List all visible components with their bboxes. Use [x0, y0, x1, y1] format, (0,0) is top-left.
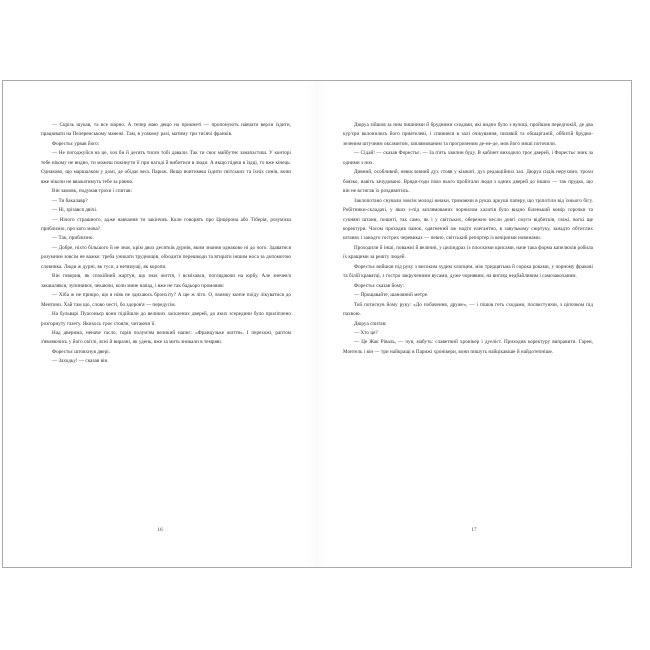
paragraph: — Добре, ніхто більшого й не знає, крім двох десятків дурнів, яким знання однаково ні до чого. Здаватися розумним зовсім не важко: треба уникати труднощів, обходити перешкоди та втирати іншим носа за допомогою словника. Люди ж дурні, як гуси, а нетямущі, як коропи. [41, 244, 291, 270]
paragraph: — Ти бакалавр? [52, 197, 88, 204]
paragraph: Він замовк, подумав трохи і спитав: [52, 188, 132, 195]
left-page-text-body [41, 121, 291, 367]
paragraph: Дивний, особливий, невисловний дух стояв у кімнаті, дух редакційних зал. Дюруа сидів нерухомо, трохи боязко, навіть зачудовано. Вряди-годи повз нього пробігали люди з одних дверей до інших — так прудко, що він не встигав їх роздивитись. [343, 169, 593, 195]
paragraph: — Заходьу! — сказав він. [52, 358, 109, 365]
paragraph: Форестьє урвав його: [52, 140, 100, 147]
paragraph: Він говорив, як спокійний жартун, що знає життя, і всміхався, поглядаючи на юрбу. Але знечев'я закашлявся, зупинився, чекаючи, коли мине напад, і вже не так бадьоро промовив: [41, 273, 291, 289]
book-page-left [3, 81, 317, 567]
book-page-right [317, 81, 631, 567]
paragraph: Дюруа зійшов за ним пишними й брудними сходами, які видно було з вулиці, пройшов передпокій, де два кур'єри вклонились його приятелеві, і спинився в залі очікування, пилявій та обшарганій, оббитій брудно-зеленим штучним оксамитом, заплямованим та прогризеним де-не-де, мов його миші поточили. [343, 122, 593, 147]
paragraph: — Прощавайте, шановний метре. [354, 292, 429, 299]
paragraph: Над дверима, неначе гасло, горів полум'ям великий напис: «Французьке життя». І перехожі, раптом з'являючись у його світлі, ясні й виразні, як удень, вже за мить зникали в темряві. [41, 329, 291, 346]
paragraph: — Це Жак Ріваль, — чув, мабуть: славетний хронікер і дуеліст. Приходив коректуру виправити. Гарен, Монтель і він — три найкращі в Парижі хронікери, вони пишуть найцікавіше й найдотепніше. [343, 339, 593, 355]
paragraph: Той потиснув йому руку: «До побачення, друже», — і пішов геть сходами, посвистуючи, з ціпочком під пахвою. [343, 301, 593, 318]
paragraph: На бульварі Пуасоньєр вони підійшли до великих засклених дверей, до яких зсередини було приліплено розгорнуту газету. Якихось троє стояли, читаючи її. [41, 311, 291, 327]
paragraph: — Так, приблизно. [52, 235, 94, 242]
paragraph: — Сідай! — сказав Форестьє. — За п'ять хвилин буду. В кабінет виходило троє дверей, і Форестьє зник за одними з них. [343, 150, 593, 166]
paragraph: Дюруа спитав: [354, 320, 387, 327]
paragraph: — Нічого страшного, адже навчання ти закінчив. Коли говорять про Цицерона або Тіберія, розумієш приблизно, про кого мова? [41, 216, 291, 232]
paragraph: Форестьє сказав йому: [354, 282, 405, 289]
paragraph: — Хто це? [354, 329, 378, 336]
paragraph: — Ні, зрізався двічі. [52, 207, 98, 214]
paragraph: Проходили й інші, поважні й величні, у циліндрах із плоскими крисами, наче така форма капелюхів робила їх кращими за решту людей. [343, 244, 593, 261]
paragraph: — Скрізь шукав, та все марно. А тепер маю дещо на прикметі — пропонують навчати верхи їздити, працювати на Пелеренському манежі. Там, в усякому разі, матиму три тисячі франків. [41, 122, 291, 138]
right-page-text-body [343, 121, 593, 357]
paragraph: — Не погоджуйся на це, хоч би й десять тисяч тобі давали. Так ти своє майбутнє занапастиш. У конторі тебе нікому не видно, ти можеш покинути її при нагоді й вибитися в люди. А якщо підеш в їздці, то вже кінець. Однаково, що маршалком у домі, де обідає весь Париж. Якщо вчитимеш їздити світських та їхніх синів, вони вже ніколи не вважатимуть тебе за рівню. [41, 150, 291, 185]
open-book-spread [2, 80, 632, 568]
paragraph: Форестьє штовхнув двері. [52, 348, 110, 355]
paragraph: Заклопотано снували зовсім молоді юнаки, тримаючи в руках аркуші паперу, що тріпотіли від їхнього бігу. Робітники-складачі, у яких з-під заплямованих чорнилом халатів було видно біленький комір сорочки та сукняні штани, пошиті, так само, як і у світських, обережно несли довгі смуги відбитків, свіжі, вогкі ще коректури. Часом проходив панок, одягнений аж надто елегантно, в завузькому сюртуку, занадто обтислих штанях і занадто гострих черевиках — певно, світський репортер із вечірніми новинами. [343, 197, 593, 242]
paragraph: — Хіба ж не прикро, що я ніяк не здихаюсь бронхіту? А ще ж літо. О, взимку конче поїду лікуватися до Ментони. Хай там що, слово честі, бо здоров'я — передусім. [41, 292, 291, 308]
paragraph: Форестьє вийшов під руку з високим худим хлопцем, між тридцятьма й сорока роками, у чорному фракові та білій краватці, з гостро закрученими вусами, дуже чорнявим, на вигляд недбайливим і самозакоханим. [343, 263, 593, 280]
page-number-left: 16 [157, 527, 163, 533]
page-number-right: 17 [471, 527, 477, 533]
